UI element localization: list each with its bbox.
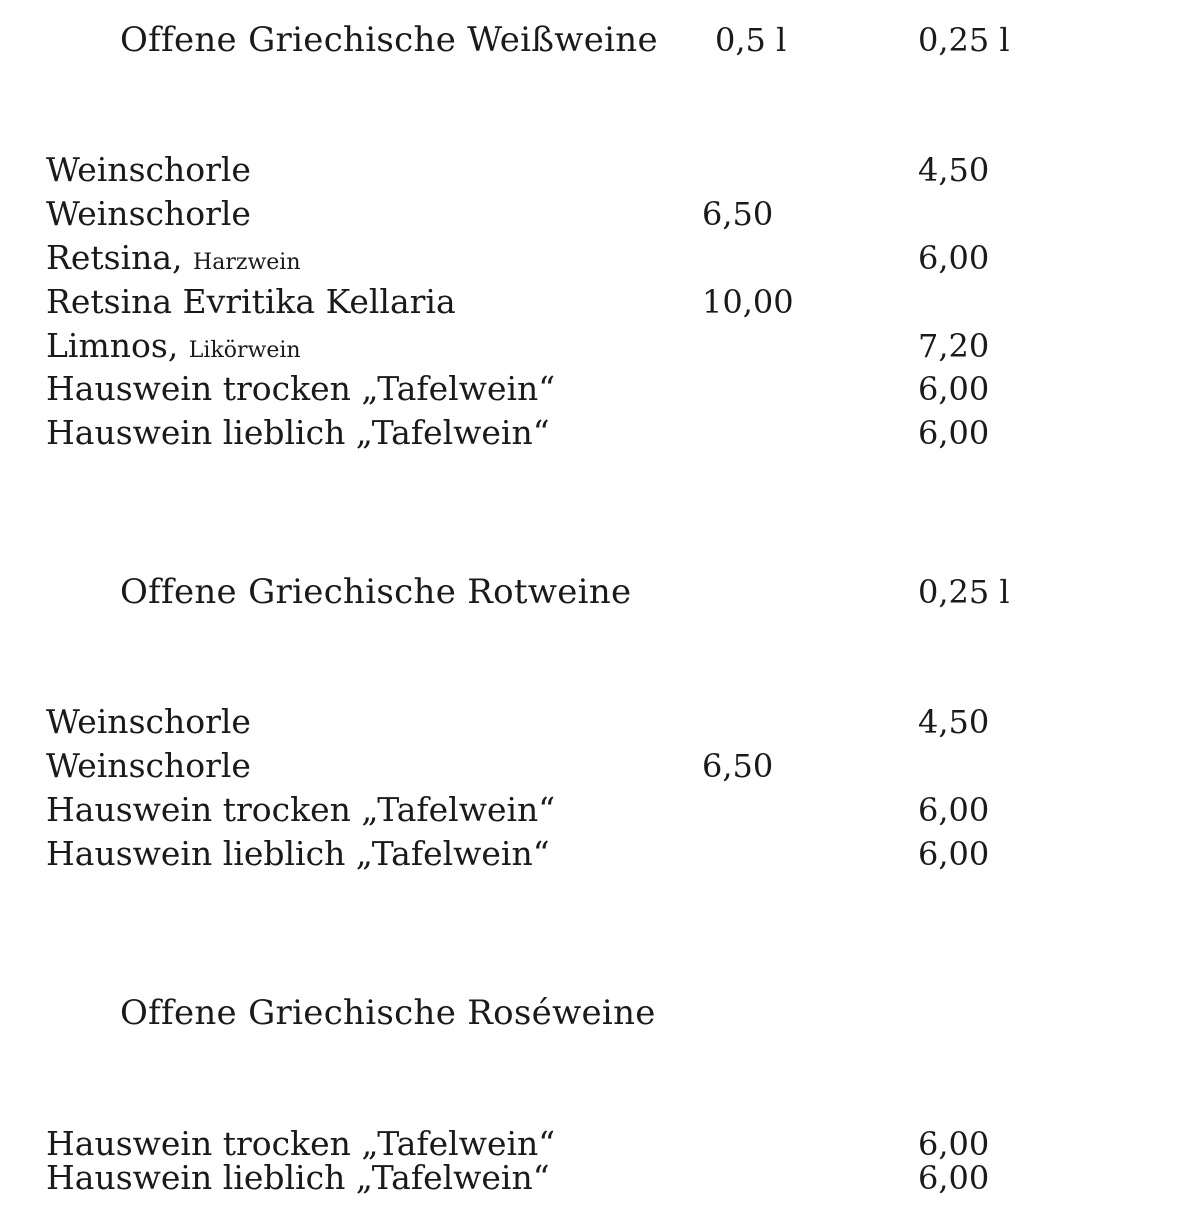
menu-item xyxy=(0,832,1200,876)
price-quarter-liter: 4,50 xyxy=(918,151,990,189)
menu-item xyxy=(0,1156,1200,1200)
column-header-quarter-liter: 0,25 l xyxy=(918,21,1010,59)
menu-item xyxy=(0,324,1200,368)
price-quarter-liter: 6,00 xyxy=(918,414,990,452)
item-name: Hauswein lieblich „Tafelwein“ xyxy=(46,1158,550,1197)
section-heading-rose-wines xyxy=(0,991,1200,1035)
menu-item xyxy=(0,367,1200,411)
price-quarter-liter: 6,00 xyxy=(918,239,990,277)
menu-item xyxy=(0,744,1200,788)
item-name: Hauswein trocken „Tafelwein“ xyxy=(46,790,556,829)
item-name: Weinschorle xyxy=(46,702,251,741)
item-name: Retsina, Harzwein xyxy=(46,238,301,277)
menu-item xyxy=(0,280,1200,324)
item-name: Hauswein trocken „Tafelwein“ xyxy=(46,369,556,408)
item-note: Harzwein xyxy=(193,250,301,275)
price-quarter-liter: 6,00 xyxy=(918,1159,990,1197)
section-title: Offene Griechische Weißweine xyxy=(120,20,658,60)
menu-item xyxy=(0,236,1200,280)
item-name: Limnos, Likörwein xyxy=(46,326,301,365)
section-title: Offene Griechische Rotweine xyxy=(120,572,632,612)
price-quarter-liter: 4,50 xyxy=(918,703,990,741)
price-quarter-liter: 6,00 xyxy=(918,370,990,408)
price-quarter-liter: 7,20 xyxy=(918,327,990,365)
menu-item xyxy=(0,700,1200,744)
menu-item xyxy=(0,788,1200,832)
price-quarter-liter: 6,00 xyxy=(918,835,990,873)
section-heading-white-wines xyxy=(0,18,1200,62)
price-quarter-liter: 6,00 xyxy=(918,1125,990,1163)
item-name: Retsina Evritika Kellaria xyxy=(46,282,456,321)
item-name: Weinschorle xyxy=(46,150,251,189)
column-header-quarter-liter: 0,25 l xyxy=(918,573,1010,611)
item-name: Hauswein trocken „Tafelwein“ xyxy=(46,1124,556,1163)
item-name: Hauswein lieblich „Tafelwein“ xyxy=(46,834,550,873)
menu-item xyxy=(0,411,1200,455)
item-name: Weinschorle xyxy=(46,746,251,785)
column-header-half-liter: 0,5 l xyxy=(715,21,787,59)
item-name: Weinschorle xyxy=(46,194,251,233)
menu-item xyxy=(0,192,1200,236)
item-note: Likörwein xyxy=(188,338,301,363)
price-half-liter: 6,50 xyxy=(702,195,774,233)
price-half-liter: 10,00 xyxy=(702,283,794,321)
item-name: Hauswein lieblich „Tafelwein“ xyxy=(46,413,550,452)
price-half-liter: 6,50 xyxy=(702,747,774,785)
section-title: Offene Griechische Roséweine xyxy=(120,993,656,1033)
price-quarter-liter: 6,00 xyxy=(918,791,990,829)
section-heading-red-wines xyxy=(0,570,1200,614)
menu-item xyxy=(0,148,1200,192)
